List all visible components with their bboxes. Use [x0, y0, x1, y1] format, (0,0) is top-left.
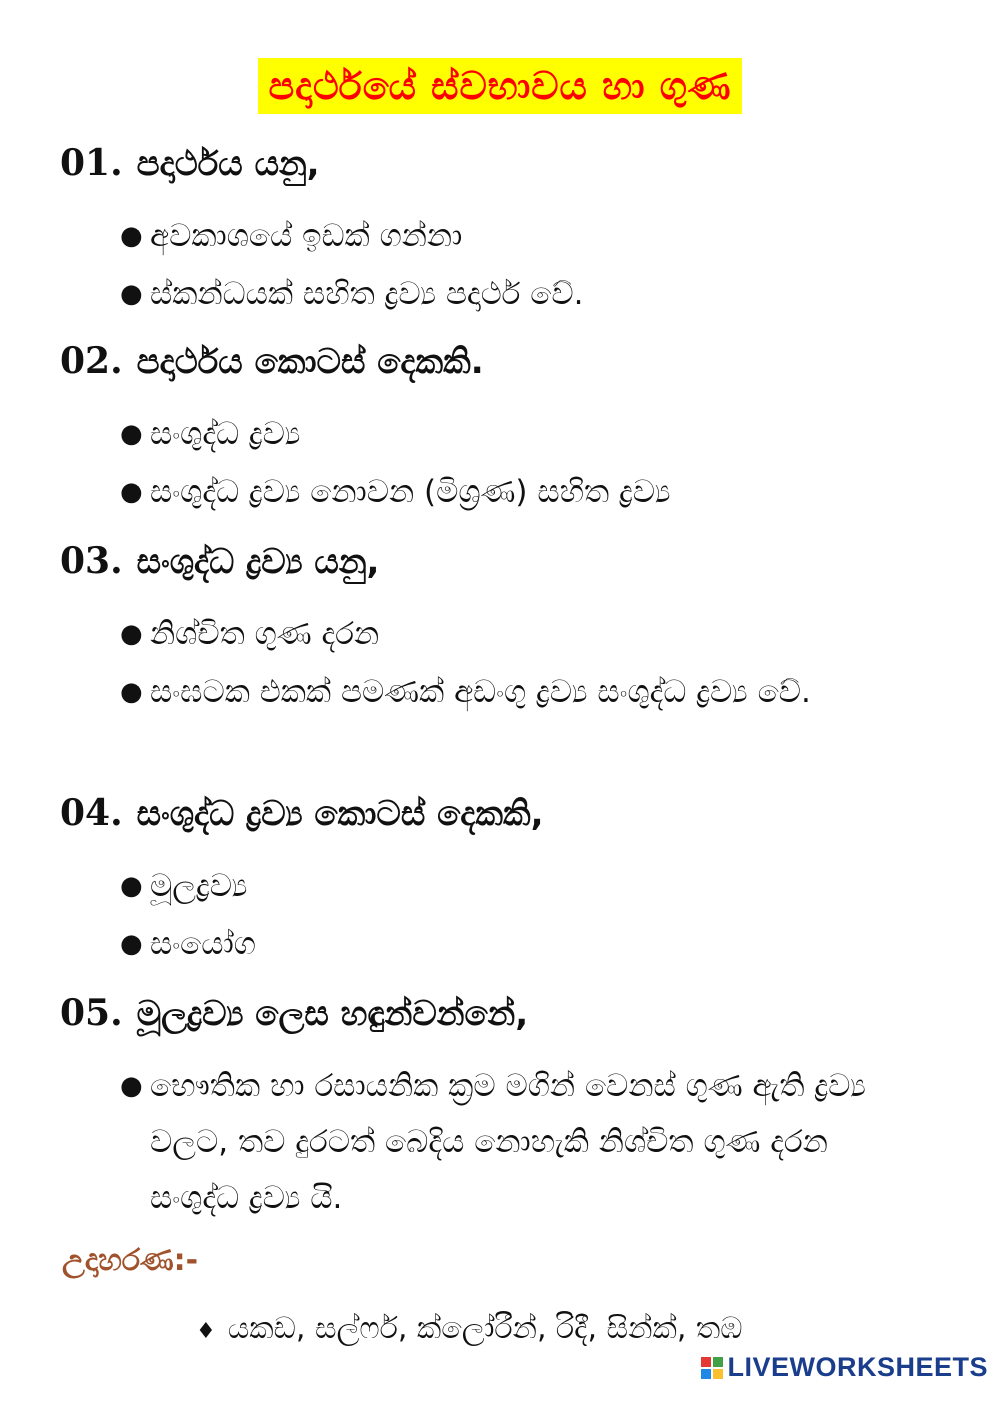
section-05-bullet-1 — [120, 1058, 920, 1226]
liveworksheets-logo — [701, 1352, 988, 1383]
section-title: සංශුද්ධ ද්‍රව්‍ය කොටස් දෙකකි, — [136, 794, 544, 834]
section-03-bullet-2 — [120, 664, 880, 720]
bullet-text: ස්කන්ධයක් සහිත ද්‍රව්‍ය පදාර්ථ වේ. — [150, 276, 584, 312]
diamond-bullet-icon: ♦ — [196, 1319, 216, 1344]
bullet-dot-icon: ● — [120, 929, 143, 959]
bullet-dot-icon: ● — [120, 419, 143, 449]
liveworksheets-logo-icon — [701, 1357, 723, 1379]
bullet-text: අවකාශයේ ඉඩක් ගන්නා — [150, 218, 463, 254]
bullet-dot-icon: ● — [120, 677, 143, 707]
section-03-bullet-1 — [120, 606, 920, 662]
section-05-heading — [60, 990, 528, 1037]
section-01-heading — [60, 140, 320, 187]
bullet-text: භෞතික හා රසායනික ක්‍රම මගින් වෙනස් ගුණ ඇති ද්‍රව්‍ය වලට, තව දුරටත් බෙදිය නොහැකි නිශ්චිත ගුණ දරන සංශුද්ධ ද්‍රව්‍ය යි. — [150, 1068, 866, 1216]
bullet-dot-icon: ● — [120, 871, 143, 901]
section-03-heading — [60, 538, 379, 585]
bullet-text: සංශුද්ධ ද්‍රව්‍ය — [150, 416, 301, 452]
bullet-dot-icon: ● — [120, 619, 143, 649]
page-title: පදාර්ථයේ ස්වභාවය හා ගුණ — [258, 58, 741, 114]
bullet-text: සංශුද්ධ ද්‍රව්‍ය නොවන (මිශ්‍රණ) සහිත ද්‍රව්‍ය — [150, 474, 671, 510]
bullet-dot-icon: ● — [120, 279, 143, 309]
section-number: 03. — [60, 540, 123, 582]
section-number: 05. — [60, 992, 123, 1034]
section-title: සංශුද්ධ ද්‍රව්‍ය යනු, — [136, 542, 380, 582]
example-list — [196, 1304, 956, 1357]
bullet-text: මූලද්‍රව්‍ය — [150, 868, 248, 904]
bullet-dot-icon: ● — [120, 221, 143, 251]
section-number: 04. — [60, 792, 123, 834]
bullet-text: නිශ්චිත ගුණ දරන — [150, 616, 380, 652]
section-number: 01. — [60, 142, 123, 184]
bullet-text: සංයෝග — [150, 926, 256, 962]
example-label: උදාහරණ:- — [62, 1243, 199, 1278]
bullet-dot-icon: ● — [120, 1071, 143, 1101]
section-01-bullet-1 — [120, 208, 920, 264]
section-02-bullet-1 — [120, 406, 920, 462]
section-04-bullet-2 — [120, 916, 920, 972]
section-01-bullet-2 — [120, 266, 920, 322]
section-title: පදාර්ථය කොටස් දෙකකි. — [136, 342, 484, 382]
example-text: යකඩ, සල්ෆර්, ක්ලෝරීන්, රිදී, සින්ක්, තඹ — [227, 1311, 743, 1346]
bullet-dot-icon: ● — [120, 477, 143, 507]
logo-text: LIVEWORKSHEETS — [727, 1352, 988, 1382]
section-02-bullet-2 — [120, 464, 920, 520]
section-04-bullet-1 — [120, 858, 920, 914]
section-title: පදාර්ථය යනු, — [136, 144, 320, 184]
section-02-heading — [60, 338, 484, 385]
title-wrapper — [0, 58, 1000, 114]
section-number: 02. — [60, 340, 123, 382]
bullet-text: සංඝටක එකක් පමණක් අඩංගු ද්‍රව්‍ය සංශුද්ධ ද්‍රව්‍ය වේ. — [150, 674, 811, 710]
section-04-heading — [60, 790, 544, 837]
section-title: මූලද්‍රව්‍ය ලෙස හඳුන්වන්නේ, — [136, 994, 529, 1034]
